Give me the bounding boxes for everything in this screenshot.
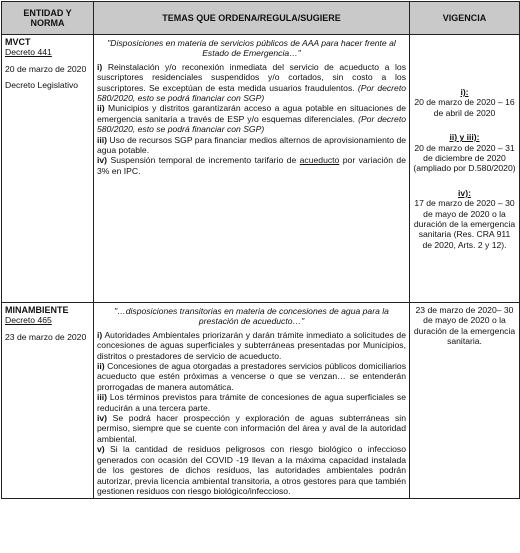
entity-name: MVCT (5, 37, 31, 47)
list-item: i) Reinstalación y/o reconexión inmediata del servicio de acueducto a los suscriptores residenciales suspendidos y/o cortados, sin costo a los suscriptores. Se exceptúan de esta medida usuarios fraudulentos. (Por decreto 580/2020, esto se podrá financiar con SGP) (97, 61, 406, 104)
list-item: iii) Uso de recursos SGP para financiar medios alternos de aprovisionamiento de agua potable. (97, 134, 406, 156)
decree-link[interactable]: Decreto 441 (5, 47, 52, 58)
decree-type: Decreto Legislativo (5, 80, 79, 91)
header-entity (2, 2, 94, 35)
list-item: iii) Los términos previstos para trámite de concesiones de agua superficiales se reducirán a una tercera parte. (97, 392, 406, 413)
header-entity-line1: ENTIDAD Y (23, 8, 72, 18)
header-row (2, 2, 520, 35)
decree-quote: "…disposiciones transitorias en materia de concesiones de agua para la prestación de acueducto…" (114, 306, 389, 327)
table-row (2, 303, 520, 499)
list-item: ii) Concesiones de agua otorgadas a prestadores servicios públicos domiciliarios acueducto que estén próximas a vencerse o que se venzan… se entenderán prorrogadas de manera automática. (97, 361, 406, 392)
header-validity: VIGENCIA (410, 2, 520, 35)
list-item: v) Si la cantidad de residuos peligrosos con riesgo biológico o infeccioso generados con ocasión del COVID -19 llevan a la máxima capacidad instalada de los gestores de dichos residuos, las autoridades ambientales podrán autorizar, previa licencia ambiental transitoria, a otros gestores para que también gestionen residuos con riesgo biológico/infeccioso. (97, 444, 406, 496)
list-item: ii) Municipios y distritos garantizarán acceso a agua potable en situaciones de emergencia sanitaria a través de ESP y/o esquemas diferenciales. (Por decreto 580/2020, esto se podrá financiar con SGP) (97, 103, 406, 135)
entity-cell (2, 303, 94, 499)
validity-text: 20 de marzo de 2020 – 31 de diciembre de 2020 (ampliado por D.580/2020) (413, 142, 516, 174)
validity-cell (410, 35, 520, 303)
validity-text: 20 de marzo de 2020 – 16 de abril de 2020 (414, 97, 515, 118)
validity-text: 23 de marzo de 2020– 30 de mayo de 2020 o la duración de la emergencia sanitaria. (413, 305, 516, 347)
validity-cell (410, 303, 520, 499)
header-entity-line2: NORMA (30, 18, 65, 28)
list-item: iv) Se podrá hacer prospección y exploración de aguas subterráneas sin permiso, siempre que se cuente con información del área y aval de la autoridad ambiental. (97, 413, 406, 444)
decree-link[interactable]: Decreto 465 (5, 315, 52, 326)
topics-cell (94, 35, 410, 303)
decree-date: 20 de marzo de 2020 (5, 63, 87, 74)
validity-label: i): (460, 87, 469, 97)
list-item: iv) Suspensión temporal de incremento tarifario de acueducto por variación de 3% en IPC. (97, 155, 406, 176)
entity-name: MINAMBIENTE (5, 305, 69, 315)
validity-text: 17 de marzo de 2020 – 30 de mayo de 2020 o la duración de la emergencia sanitaria (Res. CRA 911 de 2020, Arts. 2 y 12). (413, 198, 516, 250)
table-row (2, 35, 520, 303)
decree-date: 23 de marzo de 2020 (5, 331, 87, 342)
header-topics: TEMAS QUE ORDENA/REGULA/SUGIERE (94, 2, 410, 35)
validity-label: iv): (458, 187, 471, 198)
validity-label: ii) y iii): (449, 132, 480, 143)
entity-cell (2, 35, 94, 303)
list-item: i) Autoridades Ambientales priorizarán y darán trámite inmediato a solicitudes de concesiones de aguas superficiales y subterráneas presentadas por Municipios, distritos o prestadores de servicio de acueducto. (97, 329, 406, 361)
topics-cell (94, 303, 410, 499)
decree-quote: "Disposiciones en materia de servicios públicos de AAA para hacer frente al Estado de Emergencia…" (107, 38, 396, 59)
norms-table (1, 1, 520, 499)
